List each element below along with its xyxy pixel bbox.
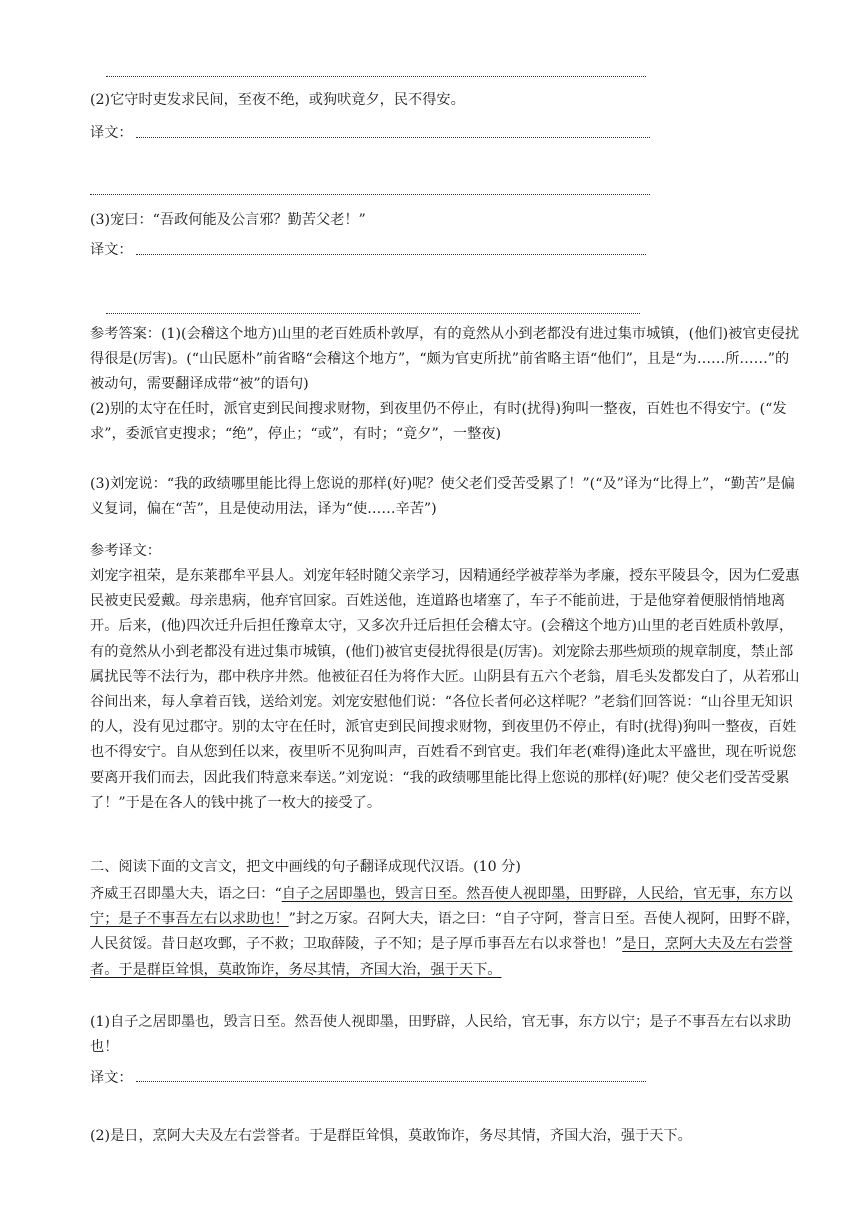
section-2-title: 二、阅读下面的文言文，把文中画线的句子翻译成现代汉语。(10 分) bbox=[90, 859, 521, 875]
question-3: (3)宠曰：“吾政何能及公言邪？勤苦父老！” bbox=[90, 212, 366, 228]
passage bbox=[90, 882, 802, 983]
reference-translation-title: 参考译文： bbox=[90, 543, 161, 559]
answer-2-text: (2)别的太守在任时，派官吏到民间搜求财物，到夜里仍不停止，有时(扰得)狗叫一整夜，百姓也不得安宁。(“发求”，委派官吏搜求；“绝”，停止；“或”，有时；“竟夕”，一整夜) bbox=[90, 401, 787, 443]
translation-label: 译文： bbox=[90, 1070, 133, 1086]
answer-dotted-line bbox=[106, 76, 646, 77]
translation-label: 译文： bbox=[90, 125, 133, 141]
question-2-1-text: (1)自子之居即墨也，毁言日至。然吾使人视即墨，田野辟，人民给，官无事，东方以宁；是子不事吾左右以求助也！ bbox=[90, 1014, 792, 1056]
question-2-1 bbox=[90, 1010, 802, 1060]
answer-dotted-line bbox=[106, 313, 640, 314]
question-2: (2)它守时吏发求民间，至夜不绝，或狗吠竟夕，民不得安。 bbox=[90, 92, 465, 108]
answer-dotted-line bbox=[90, 194, 650, 195]
reference-translation-text: 刘宠字祖荣，是东莱郡牟平县人。刘宠年轻时随父亲学习，因精通经学被荐举为孝廉，授东平陵县令，因为仁爱惠民被吏民爱戴。母亲患病，他弃官回家。百姓送他，连道路也堵塞了，车子不能前进，于是他穿着便服悄悄地离开。后来，(他)四次迁升后担任豫章太守，又多次升迁后担任会稽太守。(会稽这个地方)山里的老百姓质朴敦厚，有的竟然从小到老都没有进过集市城镇，(他们)被官吏侵扰得很是(厉害)。刘宠除去那些烦琐的规章制度，禁止部属扰民等不法行为，郡中秩序井然。他被征召任为将作大匠。山阴县有五六个老翁，眉毛头发都发白了，从若邪山谷间出来，每人拿着百钱，送给刘宠。刘宠安慰他们说：“各位长者何必这样呢？”老翁们回答说：“山谷里无知识的人，没有见过郡守。别的太守在任时，派官吏到民间搜求财物，到夜里仍不停止，有时(扰得)狗叫一整夜，百姓也不得安宁。自从您到任以来，夜里听不见狗叫声，百姓看不到官吏。我们年老(难得)逢此太平盛世，现在听说您要离开我们而去，因此我们特意来奉送。”刘宠说：“我的政绩哪里能比得上您说的那样(好)呢？使父老们受苦受累了！”于是在各人的钱中挑了一枚大的接受了。 bbox=[90, 568, 800, 811]
answer-1 bbox=[90, 322, 802, 398]
answer-dotted-line bbox=[136, 254, 646, 255]
passage-text-1: 齐威王召即墨大夫，语之曰：“ bbox=[90, 886, 282, 902]
answer-1-text: 参考答案：(1)(会稽这个地方)山里的老百姓质朴敦厚，有的竟然从小到老都没有进过集市城镇，(他们)被官吏侵扰得很是(厉害)。(“山民愿朴”前省略“会稽这个地方”，“颇为官吏所扰”前省略主语“他们”，且是“为……所……”的被动句，需要翻译成带“被”的语句) bbox=[90, 326, 800, 393]
underlined-sentence-1: 自子之居即墨也，毁言日至。然吾使人视即墨，田野辟，人民给，官无事，东方以宁；是子不事吾左右以求助也！ bbox=[90, 886, 793, 928]
reference-translation bbox=[90, 564, 802, 816]
answer-dotted-line bbox=[136, 1081, 646, 1082]
answer-3-text: (3)刘宠说：“我的政绩哪里能比得上您说的那样(好)呢？使父老们受苦受累了！”(“及”译为“比得上”，“勤苦”是偏义复词，偏在“苦”，且是使动用法，译为“使……辛苦”) bbox=[90, 476, 795, 518]
answer-2 bbox=[90, 397, 802, 447]
answer-dotted-line bbox=[136, 137, 650, 138]
answer-3 bbox=[90, 472, 802, 522]
translation-label: 译文： bbox=[90, 242, 133, 258]
underlined-sentence-2: 是日，烹阿大夫及左右尝誉者。于是群臣耸惧，莫敢饰诈，务尽其情，齐国大治，强于天下。 bbox=[90, 936, 793, 978]
question-2-2: (2)是日，烹阿大夫及左右尝誉者。于是群臣耸惧，莫敢饰诈，务尽其情，齐国大治，强于天下。 bbox=[90, 1128, 692, 1144]
passage-text-2: ”封之万家。召阿大夫，语之曰：“自子守阿，誉言日至。吾使人视阿，田野不辟，人民贫馁。昔日赵攻鄄，子不救；卫取薛陵，子不知；是子厚币事吾左右以求誉也！” bbox=[90, 911, 800, 953]
